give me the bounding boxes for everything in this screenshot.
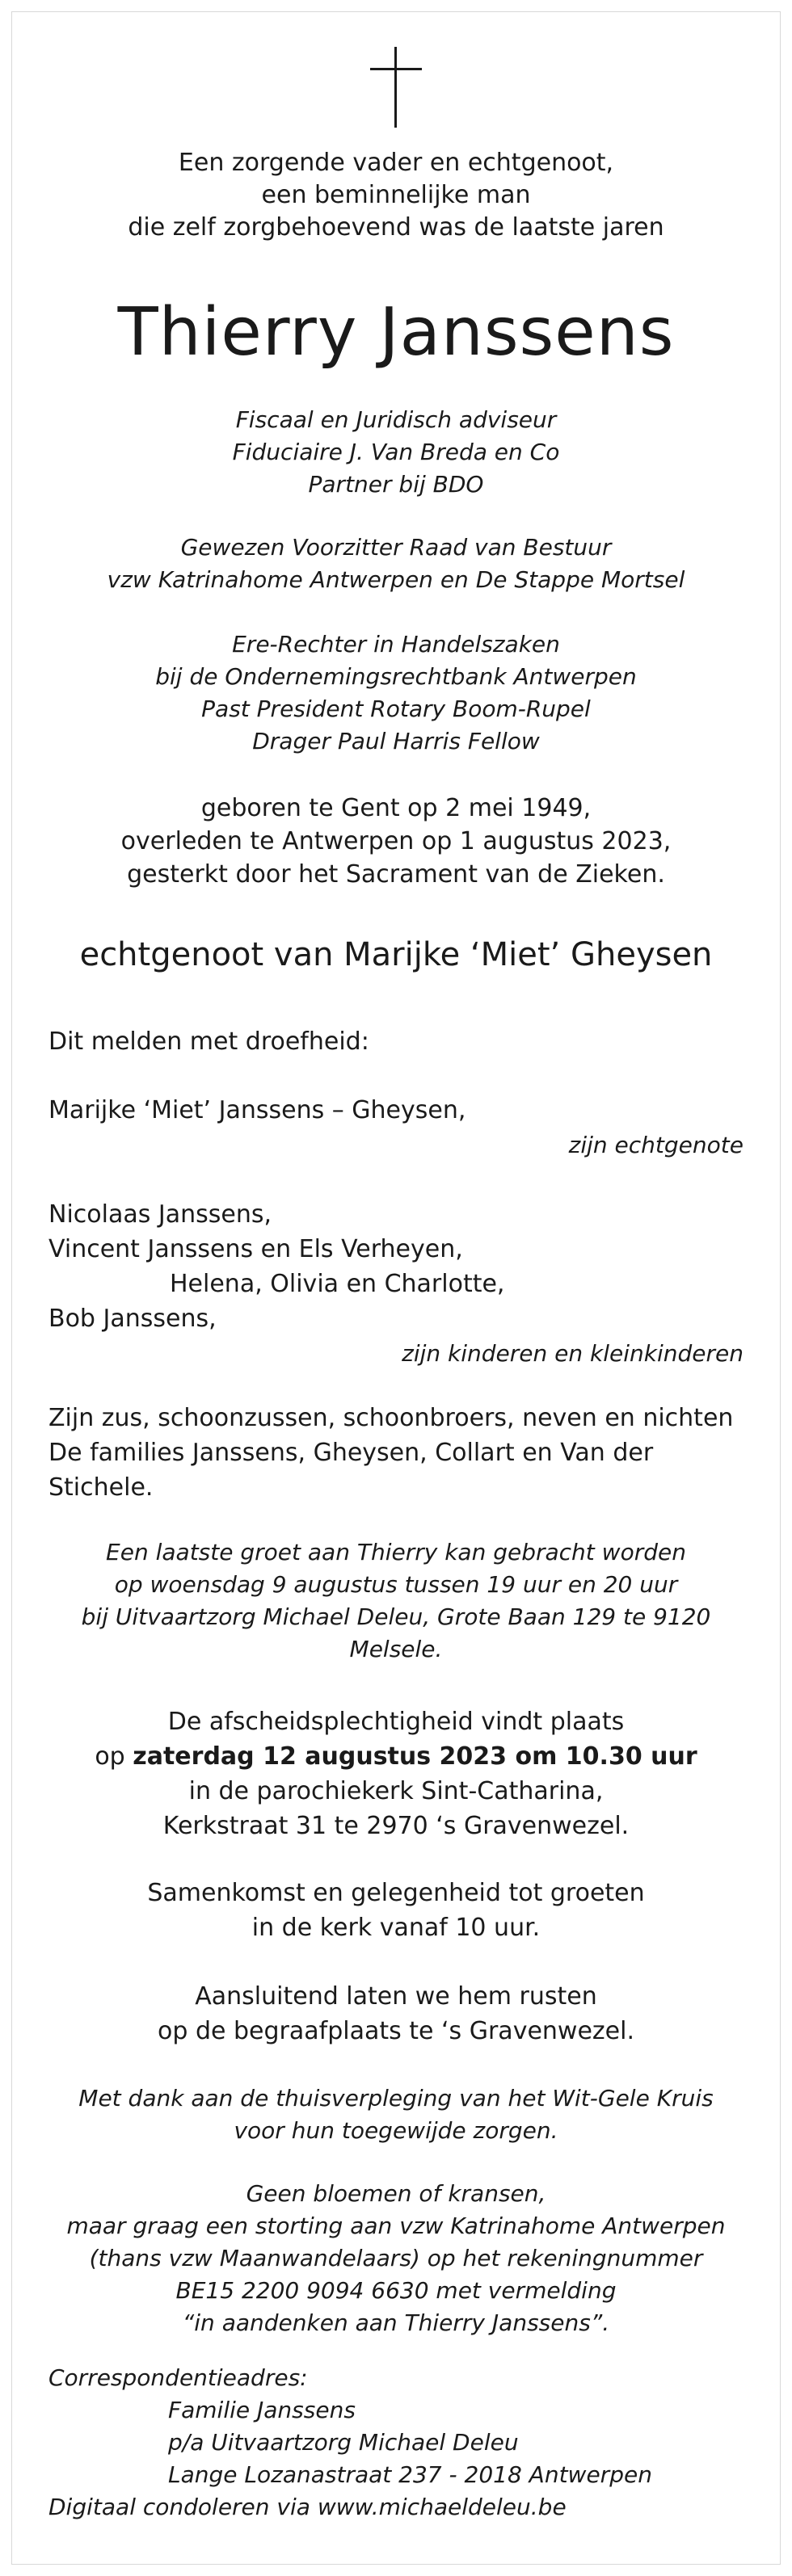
role-line: Gewezen Voorzitter Raad van Bestuur [180,534,612,561]
online-condolence-link[interactable]: Digitaal condoleren via www.michaeldeleu.be [48,2494,567,2520]
gathering-block [48,1876,744,1945]
visitation-block [48,1536,744,1666]
correspondence-line: Familie Janssens [168,2397,356,2423]
role-line: Drager Paul Harris Fellow [252,728,540,754]
intro-line: Een zorgende vader en echtgenoot, [178,149,614,177]
widow-block [48,1093,744,1162]
burial-block [48,1979,744,2049]
role-line: Partner bij BDO [308,471,484,498]
role-line: Fiduciaire J. Van Breda en Co [232,439,560,465]
correspondence-line: Lange Lozanastraat 237 - 2018 Antwerpen [168,2461,652,2488]
visitation-line: bij Uitvaartzorg Michael Deleu, Grote Baan 129 te 9120 Melsele. [81,1603,711,1662]
life-dates [48,792,744,891]
child-line: Vincent Janssens en Els Verheyen, [48,1235,463,1263]
visitation-line: Een laatste groet aan Thierry kan gebracht worden [106,1539,686,1565]
donation-line: “in aandenken aan Thierry Janssens”. [182,2309,610,2336]
thanks-line: voor hun toegewijde zorgen. [234,2117,558,2144]
roles-honorary [48,628,744,758]
ceremony-date-line [48,1739,744,1774]
role-line: Ere-Rechter in Handelszaken [232,631,560,658]
roles-professional [48,404,744,501]
intro-text [48,147,744,244]
correspondence-block [48,2362,744,2523]
cross-icon [370,47,422,128]
intro-line: een beminnelijke man [261,181,531,209]
gathering-line: in de kerk vanaf 10 uur. [251,1914,541,1942]
donations-block [48,2178,744,2339]
life-line: geboren te Gent op 2 mei 1949, [200,794,592,822]
donation-line: (thans vzw Maanwandelaars) op het rekeningnummer [89,2245,703,2271]
ceremony-block [48,1704,744,1843]
ceremony-date: zaterdag 12 augustus 2023 om 10.30 uur [133,1742,697,1771]
announcement: Dit melden met droefheid: [48,1027,369,1056]
child-line: Bob Janssens, [48,1305,217,1333]
deceased-name: Thierry Janssens [117,294,675,371]
role-line: bij de Ondernemingsrechtbank Antwerpen [155,663,637,690]
role-line: Fiscaal en Juridisch adviseur [235,406,557,433]
donation-line: BE15 2200 9094 6630 met vermelding [175,2277,617,2304]
donation-line: Geen bloemen of kransen, [246,2180,546,2207]
donation-line: maar graag een storting aan vzw Katrinahome Antwerpen [66,2213,726,2239]
relatives-line: De families Janssens, Gheysen, Collart en Van der Stichele. [48,1439,654,1502]
role-line: Past President Rotary Boom-Rupel [201,695,591,722]
role-line: vzw Katrinahome Antwerpen en De Stappe Mortsel [107,566,685,593]
thanks-line: Met dank aan de thuisverpleging van het Wit-Gele Kruis [78,2085,714,2112]
ceremony-prefix: op [95,1742,133,1771]
relatives-block [48,1401,744,1505]
life-line: overleden te Antwerpen op 1 augustus 2023, [120,827,672,855]
grandchildren-line: Helena, Olivia en Charlotte, [170,1270,505,1298]
life-line: gesterkt door het Sacrament van de Zieken. [127,860,665,889]
burial-line: op de begraafplaats te ‘s Gravenwezel. [158,2017,634,2045]
ceremony-line: Kerkstraat 31 te 2970 ‘s Gravenwezel. [162,1812,630,1840]
correspondence-label: Correspondentieadres: [48,2364,308,2391]
children-relation: zijn kinderen en kleinkinderen [402,1340,744,1367]
child-line: Nicolaas Janssens, [48,1200,272,1229]
ceremony-line: De afscheidsplechtigheid vindt plaats [167,1708,625,1736]
widow-name: Marijke ‘Miet’ Janssens – Gheysen, [48,1096,466,1124]
visitation-line: op woensdag 9 augustus tussen 19 uur en 20 uur [114,1571,678,1598]
widow-relation: zijn echtgenote [568,1132,744,1158]
relatives-line: Zijn zus, schoonzussen, schoonbroers, neven en nichten [48,1404,734,1432]
correspondence-line: p/a Uitvaartzorg Michael Deleu [168,2429,519,2456]
roles-board [48,532,744,596]
thanks-block [48,2082,744,2147]
ceremony-line: in de parochiekerk Sint-Catharina, [188,1777,604,1805]
burial-line: Aansluitend laten we hem rusten [195,1982,597,2011]
intro-line: die zelf zorgbehoevend was de laatste jaren [128,213,664,242]
children-block [48,1197,744,1371]
spouse-line: echtgenoot van Marijke ‘Miet’ Gheysen [79,936,713,973]
gathering-line: Samenkomst en gelegenheid tot groeten [147,1879,645,1907]
